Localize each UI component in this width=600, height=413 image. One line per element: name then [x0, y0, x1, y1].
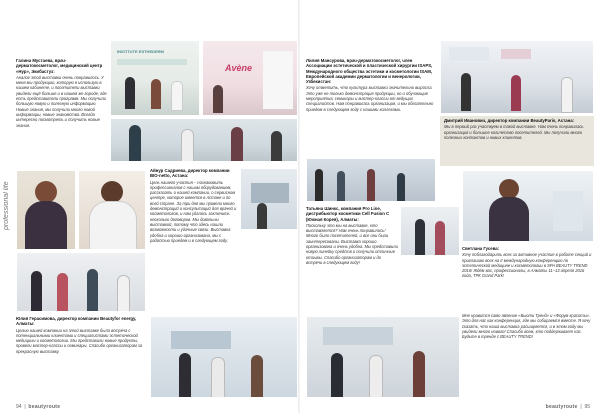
quote-heading-3: Юлия Герасимова, директор компании Beautyfor energy, Алматы: [16, 316, 137, 327]
quote-heading-1: Галина Мустаева, врач-дерматокосметолог, медицинский центр «Нур», Экибастуз: [16, 58, 103, 74]
quote-block-7 [462, 246, 594, 308]
quote-text-6: Поскольку это мы на выставке, кто выставляется? Нам очень понравилось! Много было посетителей, и все они были заинтересованы. Выставка хорошо организована и очень удобна. Мы представили новую линейку средств и получили отличные отзывы. Спасибо организаторам и до встречи в следующем году! [306, 222, 398, 265]
quote-heading-6: Татьяна Шинкс, компания Pro Line, дистрибьютор косметики Cell Fusion C (Южная Корея), Алматы: [306, 206, 390, 222]
quote-text-3: Целью нашей компании на этой выставке была встреча с потенциальными клиентами и специалистами эстетической медицины и косметологии. Мы представили новые продукты, провели мастер-классы и семинары. Спасибо организаторам за прекрасную выставку. [16, 327, 143, 354]
brand-institute: INSTITUTE ESTHEDERM [117, 49, 164, 54]
side-label: professional life [3, 181, 10, 230]
quote-block-4 [306, 58, 436, 154]
photo-hall-overview [440, 40, 594, 114]
photo-stand-right-bottom [306, 316, 460, 398]
quote-text-7: Хочу поблагодарить всех за активное участие в работе секций и приглашаю всех на II международную конференцию по эстетической медицине и косметологии в SPA BEAUTY TREND 2016! Ждём вас, профессионалы, в Алматы 11–13 апреля 2016 года, ТРК Grand Park! [462, 252, 592, 279]
photo-exhibition-booth [110, 40, 200, 116]
quote-block-6 [306, 206, 398, 312]
photo-booth-team [16, 252, 146, 312]
quote-text-8: Мне нравится само явление «Бьюти Тренд» и «Форум красоты». Это для нас как конференция, где мы собираемся вместе. Я хочу сказать, что наша выставка расширяется, и в этом году мы увидели много нового! Спасибо всем, кто поддерживает нас. Будьте в тренде с BEAUTY TREND! [462, 313, 591, 340]
quote-block-2 [150, 168, 238, 310]
quote-block-5 [444, 118, 590, 164]
quote-block-8 [462, 312, 594, 400]
photo-portrait-2 [78, 170, 146, 250]
footer-right: beautyroute | 95 [545, 404, 590, 410]
photo-seminar [306, 158, 436, 202]
right-page [300, 0, 600, 413]
quote-block-1 [16, 58, 108, 168]
quote-heading-4: Лилия Мансурова, врач-дерматокосметолог, член Ассоциации эстетической и пластической хирургии ISAPS, Международного общества эстетики и косметологии ISAM, Европейской академии дерматологии и венерологии, Узбекистан: [306, 58, 433, 85]
caption-box [440, 116, 594, 166]
photo-visitors [400, 206, 460, 256]
quote-block-3 [16, 316, 146, 398]
photo-stand-bottom [150, 316, 298, 398]
quote-text-5: Мы в первый раз участвуем в такой выставке. Нам очень понравилась организация и большое количество посетителей. Мы получили много полезных контактов и новых клиентов. [444, 124, 584, 140]
quote-heading-5: Дмитрий Иванович, директор компании BeautyParis, Астана: [444, 118, 575, 123]
photo-portrait-1 [16, 170, 76, 250]
photo-speaker [462, 170, 594, 242]
photo-avene-booth [202, 40, 298, 116]
quote-text-2: Цель нашего участия – познакомить профессионалов с нашим оборудованием, рассказать о нашей компании, о сервисном центре, которое имеется в Астане и по всей стране. За три дня мы провели много демонстраций и консультаций для врачей и косметологов, и нам удалось заключить несколько договоров. Мы довольны выставкой, потому что здесь нашли возможности и удачные связи. Выставка удобна и хорошо организована, мы с радостью приедем и в следующем году. [150, 179, 237, 243]
photo-booth-row [110, 118, 298, 162]
quote-text-4: Хочу отметить, что культура выставки значительно выросла. Это уже не только демонстрация продукции, но и обучающие мероприятия, семинары и мастер-классы от ведущих специалистов. Нам понравилась организация, и мы обязательно приедем в следующем году с нашими коллегами. [306, 85, 434, 112]
photo-booth-counter [240, 168, 298, 230]
page-number-right: 95 [584, 404, 590, 410]
footer-logo-left: beautyroute [28, 404, 61, 410]
footer-logo-right: beautyroute [545, 404, 578, 410]
quote-heading-7: Светлана Гусева: [462, 246, 500, 251]
page-number-left: 94 [16, 404, 22, 410]
quote-heading-2: Айнур Садриева, директор компании BIO-netto, Астана: [150, 168, 230, 179]
brand-avene: Avène [225, 63, 253, 73]
footer-left: 94 | beautyroute [16, 404, 61, 410]
quote-text-1: Аналог этой выставки очень понравилось. У меня мы продукцию, которую я использую в нашем кабинете, и посетители выставки увидели ещё больше и в нашем же городе, где есть представители программ. Мы получили большую новую и полезную информацию. Новые знания, мы получили много новой информации, новые знакомства. Всегда интересно посмотреть и получить новые знания. [16, 74, 107, 128]
